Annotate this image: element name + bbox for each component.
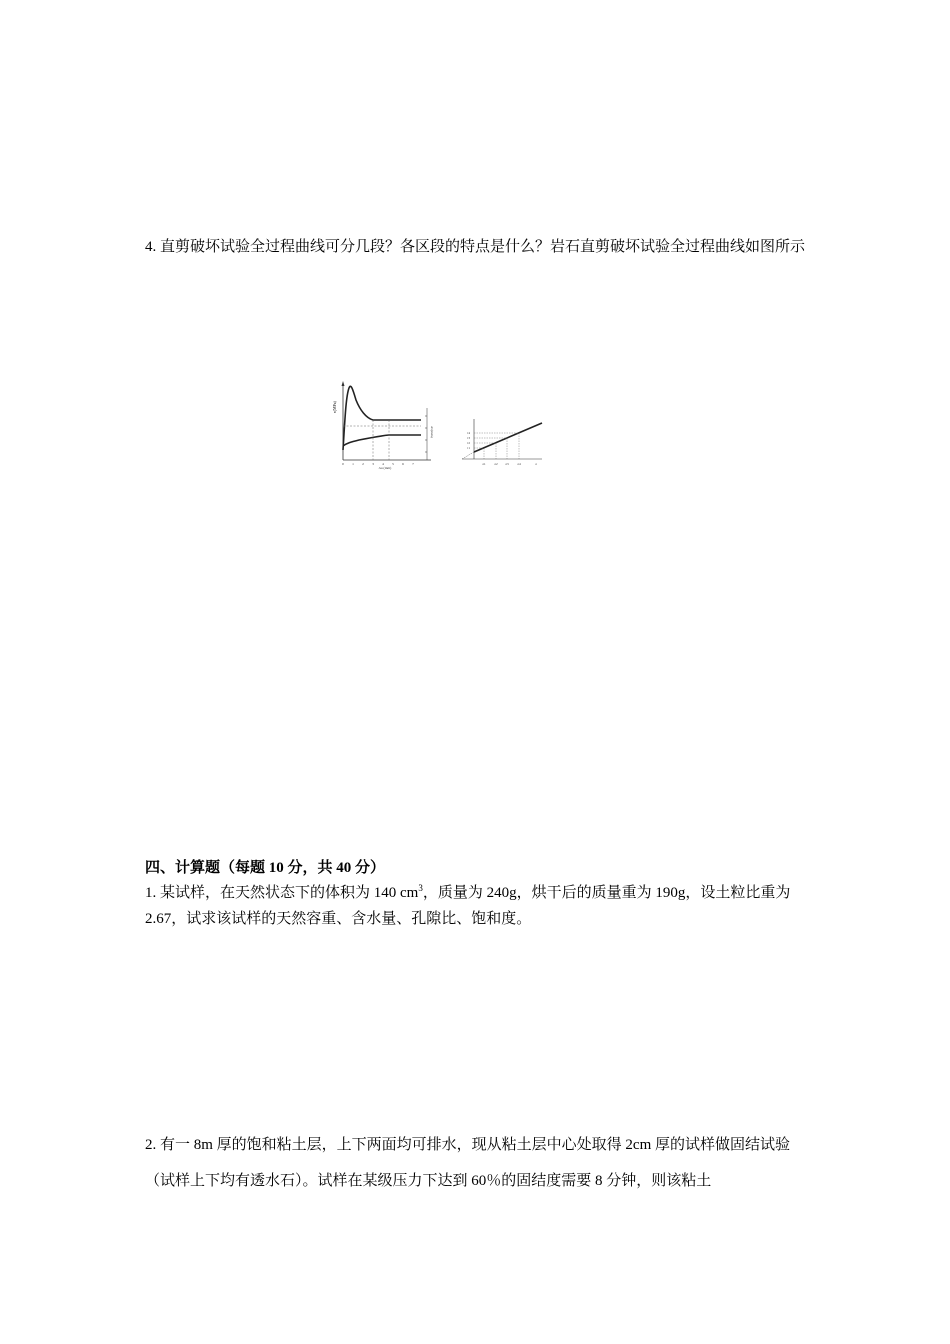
strength-envelope-figure (460, 415, 550, 475)
x-tick: 0 (342, 462, 344, 466)
y-axis-label: τ(MPa) (332, 401, 337, 413)
x-tick: 1 (352, 462, 354, 466)
envelope-line (474, 423, 542, 452)
shear-curve-figure (333, 378, 438, 475)
x-axis-label: Δu (mm) (378, 466, 392, 470)
y-tick: τ2 (467, 441, 470, 445)
calc1-superscript: 3 (418, 883, 423, 893)
y-tick: τ1 (467, 446, 470, 450)
x-tick: 6 (402, 462, 404, 466)
x-tick: σ2 (494, 462, 498, 466)
x-tick: 7 (412, 462, 414, 466)
calc-question-2: 2. 有一 8m 厚的饱和粘土层，上下两面均可排水，现从粘土层中心处取得 2cm 厚的试样做固结试验（试样上下均有透水石）。试样在某级压力下达到 60％的固结度需要 8 分钟，则该粘土 (145, 1137, 790, 1189)
x-tick: σ3 (505, 462, 509, 466)
x-tick: σ4 (517, 462, 521, 466)
dilation-curve (343, 435, 421, 446)
svg-text:Δv(mm): Δv(mm) (430, 426, 434, 438)
x-tick: σ (535, 462, 537, 466)
calc1-text-a: 1. 某试样，在天然状态下的体积为 140 cm (145, 885, 419, 901)
x-tick: 5 (392, 462, 394, 466)
calc-question-1 (145, 880, 810, 932)
x-tick: 4 (382, 462, 384, 466)
y-tick: τ4 (467, 431, 470, 435)
x-tick: 2 (362, 462, 364, 466)
section-heading: 四、计算题（每题 10 分，共 40 分） (145, 860, 386, 876)
question-4-text: 4. 直剪破坏试验全过程曲线可分几段？各区段的特点是什么？岩石直剪破坏试验全过程曲线如图所示 (145, 239, 806, 255)
y-tick: τ3 (467, 436, 470, 440)
x-tick: 3 (372, 462, 374, 466)
calc1-text-b: ，质量为 240g，烘干后的质量重为 190g，设土粒比重为 2.67，试求该试样的天然容重、含水量、孔隙比、饱和度。 (145, 885, 791, 927)
x-tick: σ1 (482, 462, 486, 466)
